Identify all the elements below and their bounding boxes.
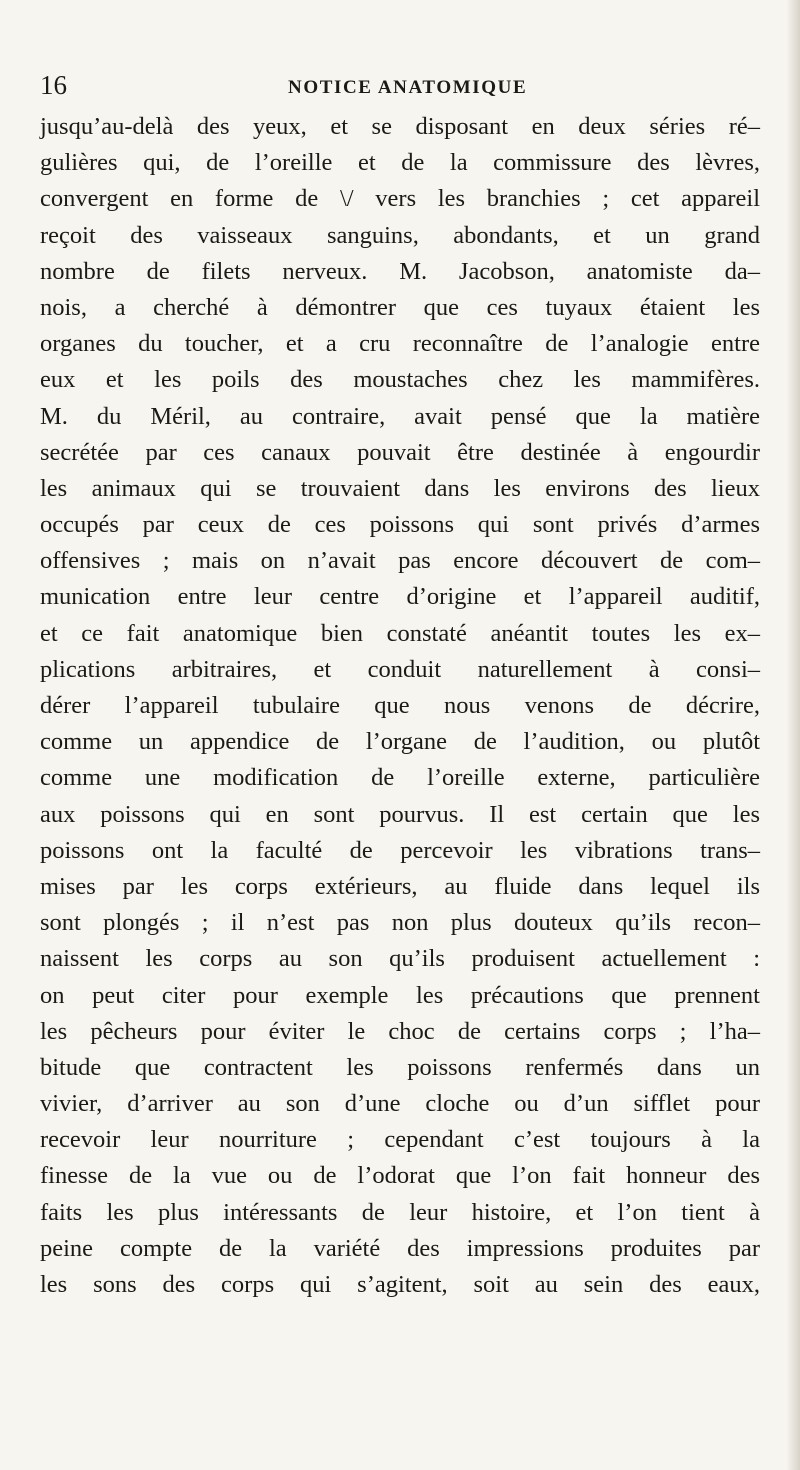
text-line: comme une modification de l’oreille externe, particulière bbox=[40, 764, 760, 792]
text-line: nois, a cherché à démontrer que ces tuyaux étaient les bbox=[40, 293, 760, 321]
text-line: et ce fait anatomique bien constaté anéantit toutes les ex– bbox=[40, 619, 760, 647]
text-line: les animaux qui se trouvaient dans les environs des lieux bbox=[40, 474, 760, 502]
text-line: faits les plus intéressants de leur histoire, et l’on tient à bbox=[40, 1198, 760, 1226]
text-line: secrétée par ces canaux pouvait être destinée à engourdir bbox=[40, 438, 760, 466]
text-line: aux poissons qui en sont pourvus. Il est certain que les bbox=[40, 800, 760, 828]
text-line: plications arbitraires, et conduit naturellement à consi– bbox=[40, 655, 760, 683]
text-line: dérer l’appareil tubulaire que nous venons de décrire, bbox=[40, 692, 760, 719]
text-line: les pêcheurs pour éviter le choc de certains corps ; l’ha– bbox=[40, 1017, 760, 1045]
text-line: recevoir leur nourriture ; cependant c’est toujours à la bbox=[40, 1126, 760, 1154]
text-line: sont plongés ; il n’est pas non plus douteux qu’ils recon– bbox=[40, 909, 760, 937]
text-line: poissons ont la faculté de percevoir les vibrations trans– bbox=[40, 836, 760, 864]
text-line: offensives ; mais on n’avait pas encore découvert de com– bbox=[40, 547, 760, 575]
body-text bbox=[40, 109, 760, 1303]
running-head: NOTICE ANATOMIQUE bbox=[288, 77, 528, 98]
text-line: reçoit des vaisseaux sanguins, abondants, et un grand bbox=[40, 221, 760, 249]
text-line: gulières qui, de l’oreille et de la commissure des lèvres, bbox=[40, 149, 760, 177]
text-line: organes du toucher, et a cru reconnaître de l’analogie entre bbox=[40, 330, 760, 358]
text-line: on peut citer pour exemple les précautions que prennent bbox=[40, 981, 760, 1009]
text-line: nombre de filets nerveux. M. Jacobson, anatomiste da– bbox=[40, 257, 760, 285]
text-line: bitude que contractent les poissons renfermés dans un bbox=[40, 1053, 760, 1081]
text-line: peine compte de la variété des impressions produites par bbox=[40, 1234, 760, 1262]
text-line: mises par les corps extérieurs, au fluide dans lequel ils bbox=[40, 872, 760, 900]
text-line: comme un appendice de l’organe de l’audition, ou plutôt bbox=[40, 728, 760, 756]
text-line: eux et les poils des moustaches chez les mammifères. bbox=[40, 366, 760, 394]
text-line: les sons des corps qui s’agitent, soit au sein des eaux, bbox=[40, 1271, 760, 1298]
text-line: finesse de la vue ou de l’odorat que l’on fait honneur des bbox=[40, 1162, 760, 1190]
text-line: vivier, d’arriver au son d’une cloche ou d’un sifflet pour bbox=[40, 1090, 760, 1118]
text-line: occupés par ceux de ces poissons qui sont privés d’armes bbox=[40, 511, 760, 539]
text-line: naissent les corps au son qu’ils produisent actuellement : bbox=[40, 945, 760, 973]
text-line: jusqu’au-delà des yeux, et se disposant en deux séries ré– bbox=[40, 113, 760, 140]
text-line: M. du Méril, au contraire, avait pensé que la matière bbox=[40, 402, 760, 430]
page-header bbox=[40, 64, 740, 104]
page-number: 16 bbox=[40, 70, 67, 100]
text-line: convergent en forme de \/ vers les branchies ; cet appareil bbox=[40, 185, 760, 213]
page-edge-shadow bbox=[786, 0, 800, 1470]
text-line: munication entre leur centre d’origine et l’appareil auditif, bbox=[40, 583, 760, 611]
